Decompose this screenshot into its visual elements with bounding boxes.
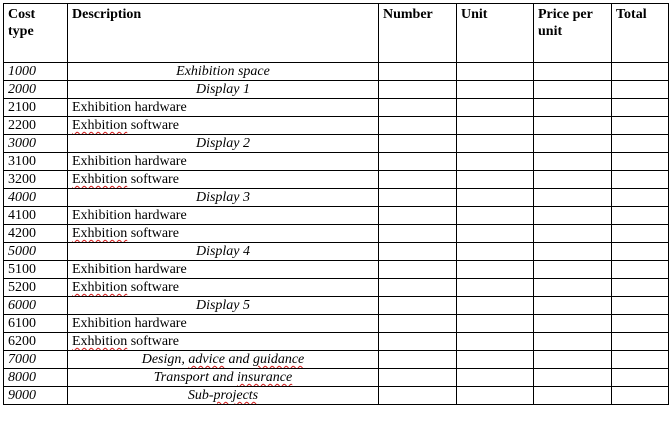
cost-type-cell: 8000 [4, 369, 68, 387]
header-cost-type: Cost type [4, 4, 68, 63]
number-cell[interactable] [379, 261, 457, 279]
table-row [4, 225, 669, 243]
description-cell: Exhbition software [68, 333, 379, 351]
table-row [4, 171, 669, 189]
cost-type-cell: 2200 [4, 117, 68, 135]
number-cell[interactable] [379, 369, 457, 387]
cost-type-cell: 9000 [4, 387, 68, 405]
header-row [4, 4, 669, 63]
price-per-unit-cell[interactable] [534, 243, 612, 261]
number-cell[interactable] [379, 99, 457, 117]
description-cell: Exhbition software [68, 117, 379, 135]
cost-type-cell: 6000 [4, 297, 68, 315]
unit-cell[interactable] [457, 315, 534, 333]
number-cell[interactable] [379, 225, 457, 243]
unit-cell[interactable] [457, 351, 534, 369]
price-per-unit-cell[interactable] [534, 63, 612, 81]
header-price-per-unit: Price per unit [534, 4, 612, 63]
description-cell: Exhibition hardware [68, 153, 379, 171]
total-cell[interactable] [612, 63, 669, 81]
price-per-unit-cell[interactable] [534, 315, 612, 333]
total-cell[interactable] [612, 189, 669, 207]
description-cell: Display 5 [68, 297, 379, 315]
cost-type-cell: 4000 [4, 189, 68, 207]
cost-type-cell: 3100 [4, 153, 68, 171]
number-cell[interactable] [379, 189, 457, 207]
price-per-unit-cell[interactable] [534, 351, 612, 369]
table-row [4, 117, 669, 135]
price-per-unit-cell[interactable] [534, 171, 612, 189]
unit-cell[interactable] [457, 135, 534, 153]
description-cell: Exhibition hardware [68, 261, 379, 279]
unit-cell[interactable] [457, 387, 534, 405]
description-cell: Design, advice and guidance [68, 351, 379, 369]
price-per-unit-cell[interactable] [534, 117, 612, 135]
price-per-unit-cell[interactable] [534, 297, 612, 315]
description-cell: Display 1 [68, 81, 379, 99]
price-per-unit-cell[interactable] [534, 153, 612, 171]
total-cell[interactable] [612, 351, 669, 369]
description-cell: Exhbition software [68, 171, 379, 189]
description-cell: Exhbition software [68, 279, 379, 297]
total-cell[interactable] [612, 297, 669, 315]
total-cell[interactable] [612, 135, 669, 153]
unit-cell[interactable] [457, 171, 534, 189]
unit-cell[interactable] [457, 99, 534, 117]
table-row [4, 297, 669, 315]
description-cell: Display 3 [68, 189, 379, 207]
table-body [4, 63, 669, 405]
cost-type-cell: 4200 [4, 225, 68, 243]
price-per-unit-cell[interactable] [534, 207, 612, 225]
unit-cell[interactable] [457, 243, 534, 261]
cost-type-cell: 7000 [4, 351, 68, 369]
number-cell[interactable] [379, 81, 457, 99]
cost-type-cell: 1000 [4, 63, 68, 81]
table-row [4, 279, 669, 297]
cost-type-cell: 6200 [4, 333, 68, 351]
table-header [4, 4, 669, 63]
description-cell: Transport and insurance [68, 369, 379, 387]
number-cell[interactable] [379, 243, 457, 261]
description-cell: Exhbition software [68, 225, 379, 243]
table-row [4, 135, 669, 153]
price-per-unit-cell[interactable] [534, 387, 612, 405]
cost-type-cell: 2000 [4, 81, 68, 99]
number-cell[interactable] [379, 351, 457, 369]
number-cell[interactable] [379, 207, 457, 225]
total-cell[interactable] [612, 261, 669, 279]
total-cell[interactable] [612, 243, 669, 261]
description-cell: Exhibition hardware [68, 99, 379, 117]
price-per-unit-cell[interactable] [534, 369, 612, 387]
cost-type-cell: 5200 [4, 279, 68, 297]
total-cell[interactable] [612, 387, 669, 405]
table-row [4, 153, 669, 171]
number-cell[interactable] [379, 117, 457, 135]
total-cell[interactable] [612, 171, 669, 189]
table-row [4, 333, 669, 351]
total-cell[interactable] [612, 369, 669, 387]
header-unit: Unit [457, 4, 534, 63]
price-per-unit-cell[interactable] [534, 333, 612, 351]
price-per-unit-cell[interactable] [534, 81, 612, 99]
unit-cell[interactable] [457, 225, 534, 243]
table-row [4, 387, 669, 405]
price-per-unit-cell[interactable] [534, 99, 612, 117]
number-cell[interactable] [379, 171, 457, 189]
number-cell[interactable] [379, 63, 457, 81]
description-cell: Display 2 [68, 135, 379, 153]
unit-cell[interactable] [457, 333, 534, 351]
description-cell: Display 4 [68, 243, 379, 261]
total-cell[interactable] [612, 153, 669, 171]
unit-cell[interactable] [457, 63, 534, 81]
cost-type-cell: 3000 [4, 135, 68, 153]
table-row [4, 189, 669, 207]
price-per-unit-cell[interactable] [534, 225, 612, 243]
total-cell[interactable] [612, 207, 669, 225]
number-cell[interactable] [379, 279, 457, 297]
cost-type-cell: 6100 [4, 315, 68, 333]
unit-cell[interactable] [457, 117, 534, 135]
total-cell[interactable] [612, 315, 669, 333]
table-row [4, 243, 669, 261]
number-cell[interactable] [379, 297, 457, 315]
unit-cell[interactable] [457, 261, 534, 279]
unit-cell[interactable] [457, 189, 534, 207]
cost-type-cell: 4100 [4, 207, 68, 225]
budget-table [3, 3, 669, 405]
number-cell[interactable] [379, 333, 457, 351]
total-cell[interactable] [612, 333, 669, 351]
cost-type-cell: 5100 [4, 261, 68, 279]
total-cell[interactable] [612, 225, 669, 243]
unit-cell[interactable] [457, 81, 534, 99]
total-cell[interactable] [612, 279, 669, 297]
description-cell: Sub-projects [68, 387, 379, 405]
table-row [4, 315, 669, 333]
description-cell: Exhibition hardware [68, 315, 379, 333]
table-row [4, 207, 669, 225]
cost-type-cell: 3200 [4, 171, 68, 189]
cost-type-cell: 5000 [4, 243, 68, 261]
total-cell[interactable] [612, 117, 669, 135]
price-per-unit-cell[interactable] [534, 261, 612, 279]
number-cell[interactable] [379, 135, 457, 153]
header-description: Description [68, 4, 379, 63]
unit-cell[interactable] [457, 153, 534, 171]
header-number: Number [379, 4, 457, 63]
table-row [4, 369, 669, 387]
unit-cell[interactable] [457, 279, 534, 297]
table-row [4, 351, 669, 369]
table-row [4, 99, 669, 117]
cost-type-cell: 2100 [4, 99, 68, 117]
total-cell[interactable] [612, 81, 669, 99]
price-per-unit-cell[interactable] [534, 189, 612, 207]
total-cell[interactable] [612, 99, 669, 117]
unit-cell[interactable] [457, 297, 534, 315]
description-cell: Exhibition hardware [68, 207, 379, 225]
unit-cell[interactable] [457, 207, 534, 225]
price-per-unit-cell[interactable] [534, 135, 612, 153]
table-row [4, 81, 669, 99]
number-cell[interactable] [379, 387, 457, 405]
table-row [4, 63, 669, 81]
unit-cell[interactable] [457, 369, 534, 387]
header-total: Total [612, 4, 669, 63]
description-cell: Exhibition space [68, 63, 379, 81]
number-cell[interactable] [379, 153, 457, 171]
table-row [4, 261, 669, 279]
number-cell[interactable] [379, 315, 457, 333]
price-per-unit-cell[interactable] [534, 279, 612, 297]
